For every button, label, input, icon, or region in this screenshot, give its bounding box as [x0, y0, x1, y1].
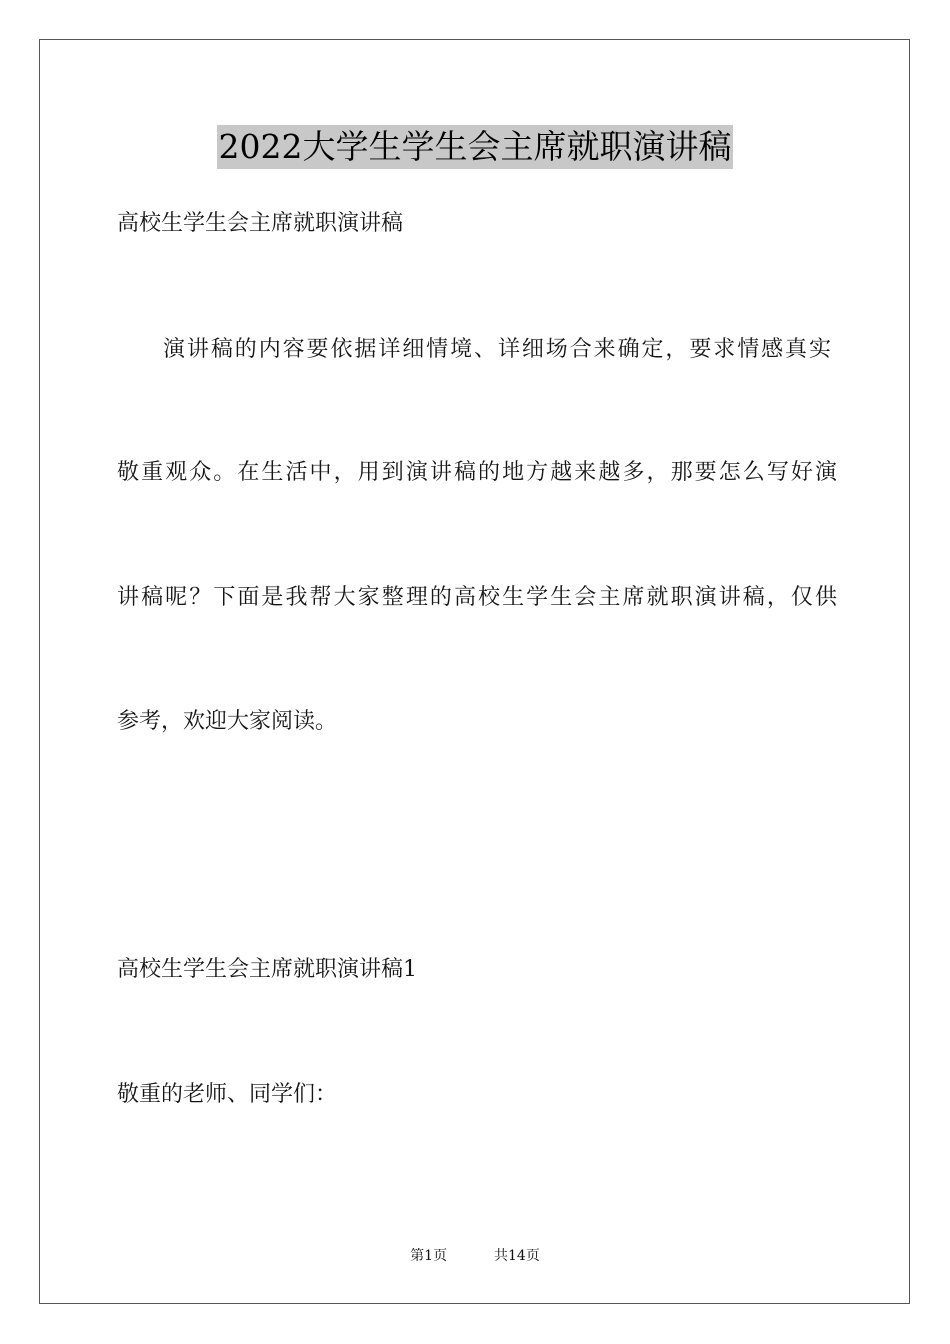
intro-line-2: 敬重观众。在生活中，用到演讲稿的地方越来越多，那要怎么写好演 — [117, 460, 837, 485]
document-title: 2022大学生学生会主席就职演讲稿 — [217, 125, 734, 169]
greeting: 敬重的老师、同学们： — [117, 1082, 338, 1107]
title-container — [0, 125, 950, 169]
page-footer — [0, 1246, 950, 1266]
section-heading: 高校生学生会主席就职演讲稿1 — [117, 957, 417, 982]
intro-line-1: 演讲稿的内容要依据详细情境、详细场合来确定，要求情感真实 — [163, 337, 831, 362]
document-subtitle: 高校生学生会主席就职演讲稿 — [117, 211, 404, 236]
page-total: 共14页 — [494, 1248, 540, 1264]
intro-line-3: 讲稿呢？下面是我帮大家整理的高校生学生会主席就职演讲稿，仅供 — [117, 585, 837, 610]
page-number: 第1页 — [410, 1248, 448, 1264]
intro-line-4: 参考，欢迎大家阅读。 — [117, 709, 338, 734]
